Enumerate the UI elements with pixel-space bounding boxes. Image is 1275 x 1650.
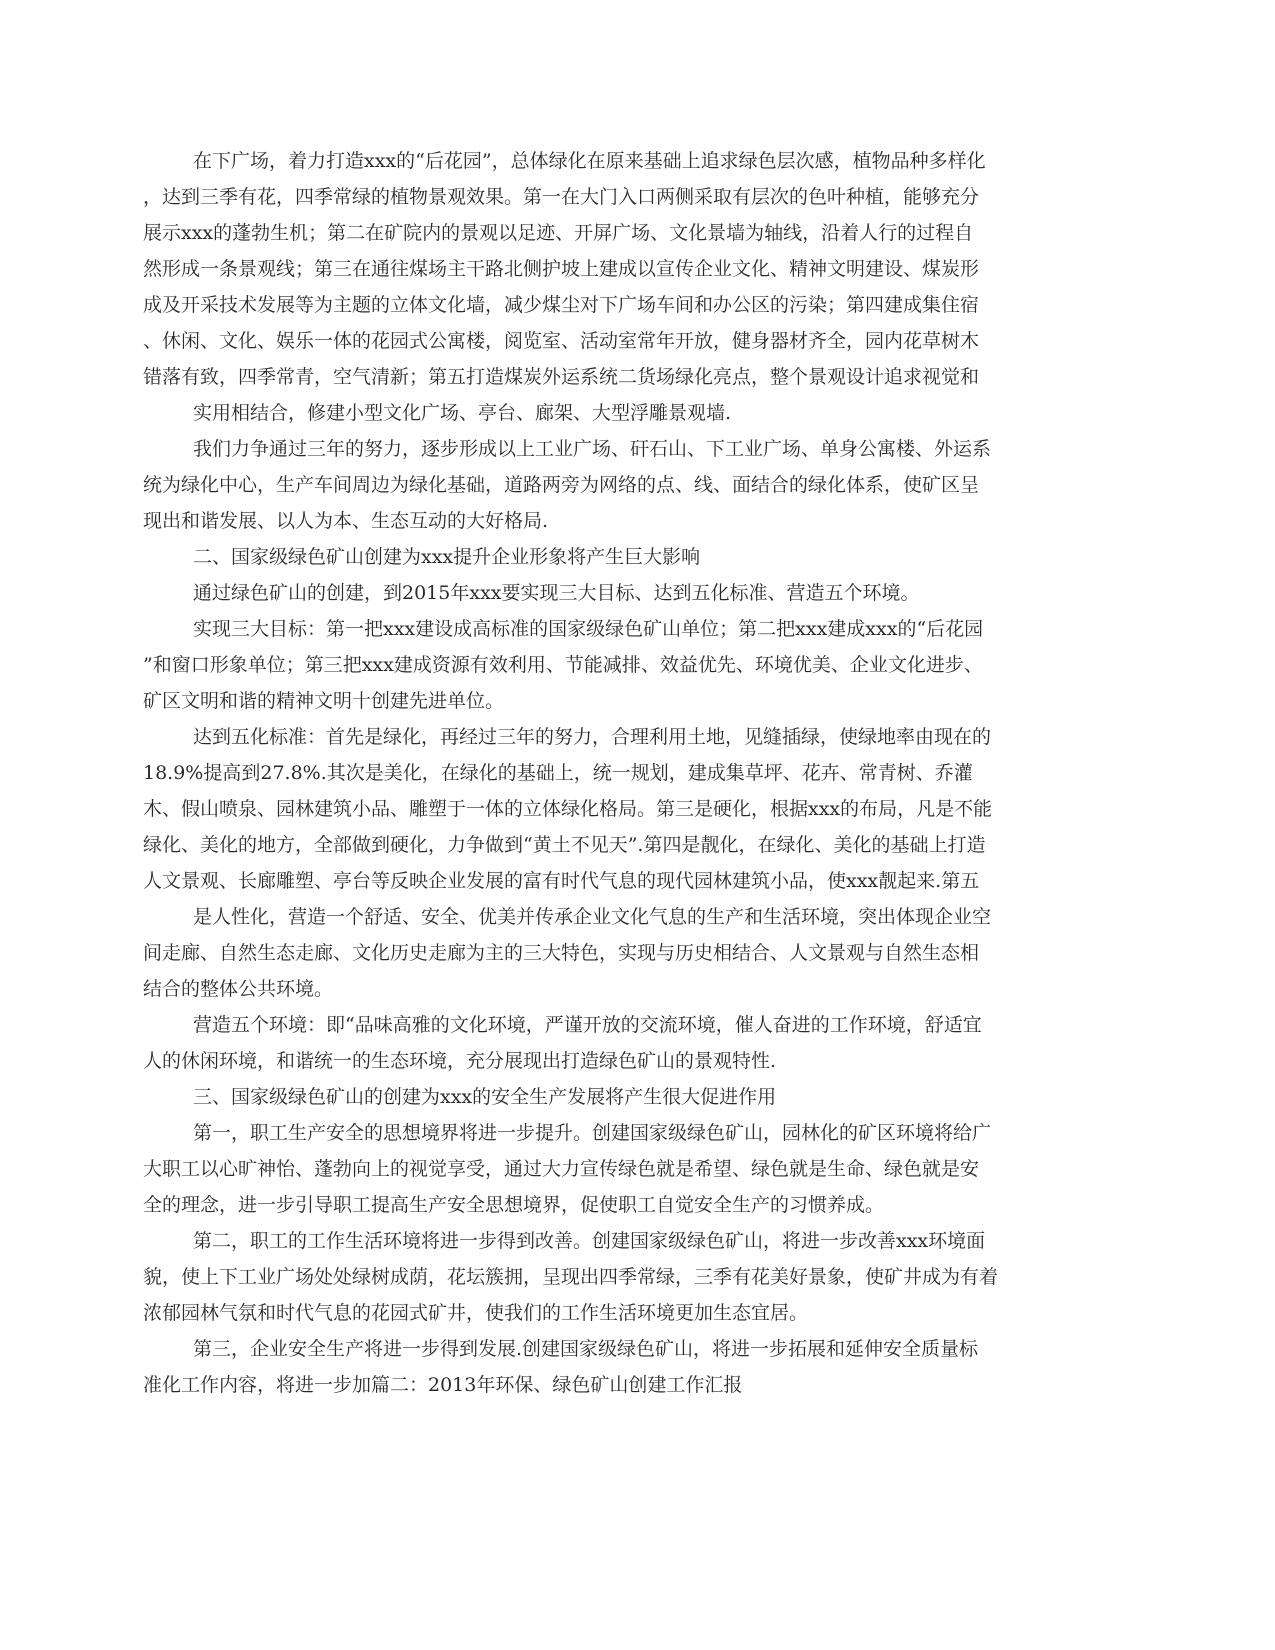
text-line: 间走廊、自然生态走廊、文化历史走廊为主的三大特色，实现与历史相结合、人文景观与自然生态相: [143, 942, 980, 964]
text-line: 18.9%提高到27.8%.其次是美化，在绿化的基础上，统一规划，建成集草坪、花卉、常青树、乔灌: [143, 762, 973, 784]
text-line: 统为绿化中心，生产车间周边为绿化基础，道路两旁为网络的点、线、面结合的绿化体系，使矿区呈: [143, 474, 980, 496]
text-line: 成及开采技术发展等为主题的立体文化墙，减少煤尘对下广场车间和办公区的污染；第四建成集住宿: [143, 294, 980, 316]
text-line: 然形成一条景观线；第三在通往煤场主干路北侧护坡上建成以宣传企业文化、精神文明建设、煤炭形: [143, 258, 980, 280]
text-line: 全的理念，进一步引导职工提高生产安全思想境界，促使职工自觉安全生产的习惯养成。: [143, 1194, 885, 1216]
text-line: 结合的整体公共环境。: [143, 978, 334, 1000]
text-line: 达到五化标准：首先是绿化，再经过三年的努力，合理利用土地，见缝插绿，使绿地率由现在的: [193, 726, 992, 748]
text-line: 大职工以心旷神怡、蓬勃向上的视觉享受，通过大力宣传绿色就是希望、绿色就是生命、绿色就是安: [143, 1158, 980, 1180]
text-line: 二、国家级绿色矿山创建为xxx提升企业形象将产生巨大影响: [193, 546, 701, 568]
text-line: ，达到三季有花，四季常绿的植物景观效果。第一在大门入口两侧采取有层次的色叶种植，能够充分: [143, 186, 980, 208]
text-line: 现出和谐发展、以人为本、生态互动的大好格局.: [143, 510, 549, 532]
text-line: 人文景观、长廊雕塑、亭台等反映企业发展的富有时代气息的现代园林建筑小品，使xxx靓起来.第五: [143, 870, 980, 892]
text-line: 通过绿色矿山的创建，到2015年xxx要实现三大目标、达到五化标准、营造五个环境。: [193, 582, 920, 604]
text-line: 三、国家级绿色矿山的创建为xxx的安全生产发展将产生很大促进作用: [193, 1086, 777, 1108]
text-line: 木、假山喷泉、园林建筑小品、雕塑于一体的立体绿化格局。第三是硬化，根据xxx的布局，凡是不能: [143, 798, 993, 820]
text-line: 我们力争通过三年的努力，逐步形成以上工业广场、矸石山、下工业广场、单身公寓楼、外运系: [193, 438, 992, 460]
text-line: 实用相结合，修建小型文化广场、亭台、廊架、大型浮雕景观墙.: [193, 402, 732, 424]
text-line: 错落有致，四季常青，空气清新；第五打造煤炭外运系统二货场绿化亮点，整个景观设计追求视觉和: [143, 366, 980, 388]
text-line: 第二，职工的工作生活环境将进一步得到改善。创建国家级绿色矿山，将进一步改善xxx环境面: [193, 1230, 986, 1252]
text-line: 貌，使上下工业广场处处绿树成荫，花坛簇拥，呈现出四季常绿，三季有花美好景象，使矿井成为有着: [143, 1266, 999, 1288]
text-line: 人的休闲环境，和谐统一的生态环境，充分展现出打造绿色矿山的景观特性.: [143, 1050, 777, 1072]
text-line: 第一，职工生产安全的思想境界将进一步提升。创建国家级绿色矿山，园林化的矿区环境将给广: [193, 1122, 992, 1144]
text-line: 绿化、美化的地方，全部做到硬化，力争做到“黄土不见天”.第四是靓化，在绿化、美化的基础上打造: [143, 834, 986, 856]
text-line: 第三，企业安全生产将进一步得到发展.创建国家级绿色矿山，将进一步拓展和延伸安全质量标: [193, 1338, 979, 1360]
text-line: 、休闲、文化、娱乐一体的花园式公寓楼，阅览室、活动室常年开放，健身器材齐全，园内花草树木: [143, 330, 980, 352]
text-line: ”和窗口形象单位；第三把xxx建成资源有效利用、节能减排、效益优先、环境优美、企业文化进步、: [143, 654, 983, 676]
text-line: 矿区文明和谐的精神文明十创建先进单位。: [143, 690, 505, 712]
text-line: 在下广场，着力打造xxx的“后花园”，总体绿化在原来基础上追求绿色层次感，植物品种多样化: [193, 150, 986, 172]
text-line: 浓郁园林气氛和时代气息的花园式矿井，使我们的工作生活环境更加生态宜居。: [143, 1302, 809, 1324]
text-line: 是人性化，营造一个舒适、安全、优美并传承企业文化气息的生产和生活环境，突出体现企业空: [193, 906, 992, 928]
text-line: 准化工作内容，将进一步加篇二：2013年环保、绿色矿山创建工作汇报: [143, 1374, 743, 1396]
text-line: 实现三大目标：第一把xxx建设成高标准的国家级绿色矿山单位；第二把xxx建成xxx的“后花园: [193, 618, 984, 640]
text-line: 展示xxx的蓬勃生机；第二在矿院内的景观以足迹、开屏广场、文化景墙为轴线，沿着人行的过程自: [143, 222, 974, 244]
text-line: 营造五个环境：即“品味高雅的文化环境，严谨开放的交流环境，催人奋进的工作环境，舒适宜: [193, 1014, 982, 1036]
